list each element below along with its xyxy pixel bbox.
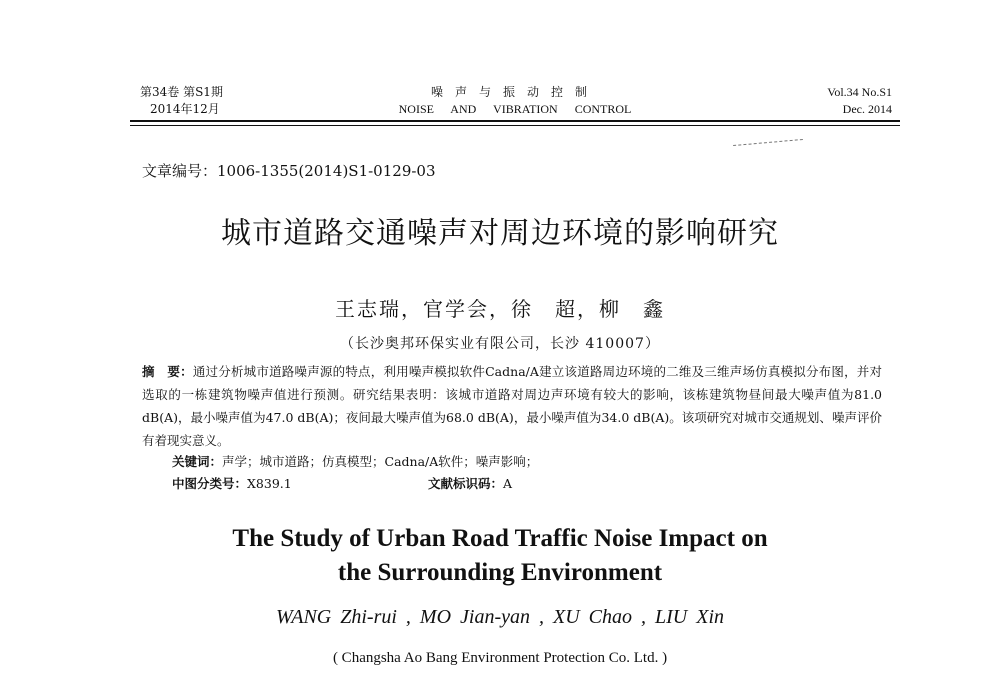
- clc-value: X839.1: [247, 476, 292, 491]
- volume-issue-cn: 第34卷 第S1期: [140, 85, 223, 99]
- authors-cn: 王志瑞，官学会，徐 超，柳 鑫: [335, 297, 665, 321]
- header-rule-thin: [130, 125, 900, 126]
- affiliation-cn: （长沙奥邦环保实业有限公司，长沙 410007）: [340, 336, 660, 352]
- title-en-line1: The Study of Urban Road Traffic Noise Impact on: [232, 525, 768, 552]
- scan-mark: [733, 139, 803, 146]
- running-header: [130, 82, 900, 126]
- article-number: 文章编号：1006-1355(2014)S1-0129-03: [142, 162, 436, 180]
- keywords: [172, 452, 538, 472]
- doc-code-value: A: [503, 476, 513, 491]
- journal-name-cn: 噪声与振动控制: [430, 85, 599, 99]
- header-right: [827, 84, 892, 118]
- affiliation-en: ( Changsha Ao Bang Environment Protection Co. Ltd. ): [332, 650, 668, 666]
- clc-label: 中图分类号：: [172, 476, 248, 491]
- authors-en: WANG Zhi-rui , MO Jian-yan , XU Chao , LIU Xin: [275, 606, 725, 628]
- doc-code-label: 文献标识码：: [428, 476, 504, 491]
- title-en-line2: the Surrounding Environment: [337, 559, 663, 586]
- volume-issue-en: Vol.34 No.S1: [827, 85, 892, 99]
- document-code: [428, 474, 512, 494]
- date-cn: 2014年12月: [150, 102, 220, 116]
- title-cn: 城市道路交通噪声对周边环境的影响研究: [221, 216, 779, 251]
- journal-name-en: NOISE AND VIBRATION CONTROL: [398, 102, 632, 116]
- title-en: [0, 522, 1000, 590]
- abstract-label: 摘 要：: [142, 364, 193, 379]
- classification: [172, 474, 772, 494]
- header-rule-thick: [130, 120, 900, 122]
- keywords-text: 声学；城市道路；仿真模型；Cadna/A软件；噪声影响；: [222, 454, 539, 469]
- header-left: [140, 84, 223, 118]
- abstract-text: 通过分析城市道路噪声源的特点，利用噪声模拟软件Cadna/A建立该道路周边环境的二维及三维声场仿真模拟分布图，并对选取的一栋建筑物噪声值进行预测。研究结果表明：该城市道路对周边声环境有较大的影响，该栋建筑物昼间最大噪声值为81.0 dB(A)，最小噪声值为47.0 dB(A)；夜间最大噪声值为68.0 dB(A)，最小噪声值为34.0 dB(A)。该项研究对城市交通规划、噪声评价有着现实意义。: [142, 364, 882, 448]
- header-center: [350, 84, 680, 118]
- date-en: Dec. 2014: [842, 102, 892, 116]
- abstract-cn: [142, 360, 882, 452]
- keywords-label: 关键词：: [172, 454, 223, 469]
